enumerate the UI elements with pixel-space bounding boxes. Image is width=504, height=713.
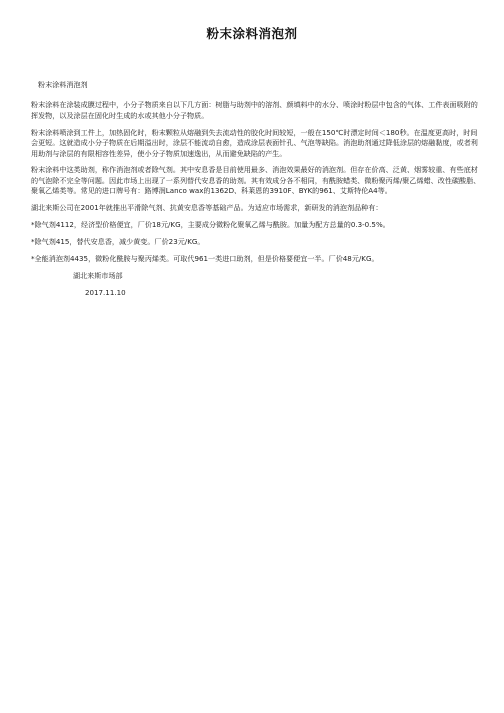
paragraph-intro: 粉末涂料在涂装成膜过程中，小分子物质来自以下几方面：树脂与助剂中的溶剂、颜填料中的水分、喷涂时粉层中包含的气体、工件表面吸附的挥发物，以及涂层在固化时生成的水或其他小分子物质。 — [31, 100, 478, 120]
paragraph-curing: 粉末涂料喷涂到工件上，加热固化时，粉末颗粒从熔融到失去流动性的胶化时间较短，一般在150℃时漂定时间＜180秒。在温度更高时，时间会更短。这就造成小分子物质在后期溢出时，涂层不能流动自愈，造成涂层表面针孔、气泡等缺陷。消泡助剂通过降低涂层的熔融黏度，或者利用助剂与涂层的有限相容性差异，使小分子物质加速逸出，从而避免缺陷的产生。 — [31, 127, 478, 158]
signature: 湖北来斯市场部 — [73, 270, 123, 280]
paragraph-company: 湖北来斯公司在2001年就推出平滑除气剂、抗黄安息香等基础产品。为适应市场需求，新研发的消泡剂品种有： — [31, 203, 383, 213]
product-item-4112: *除气剂4112，经济型价格便宜，厂价18元/KG，主要成分微粉化聚氧乙烯与酰胺。加量为配方总量的0.3-0.5%。 — [31, 220, 390, 230]
document-title: 粉末涂料消泡剂 — [206, 26, 298, 41]
product-item-4435: *全能消泡剂4435，微粉化酰胺与聚丙烯类。可取代961一类进口助剂，但是价格要便宜一半。厂价48元/KG。 — [31, 253, 379, 263]
paragraph-defoamer-types: 粉末涂料中这类助剂，称作消泡剂或者除气剂。其中安息香是目前使用最多、消泡效果最好的消泡剂。但存在价高、泛黄、烟雾较重、有些底材的气泡除不完全等问题。因此市场上出现了一系列替代安息香的助剂。其有效成分各不相同，有酰胺蜡类、微粉聚丙烯/聚乙烯蜡、改性碳酸脂、聚氧乙烯类等。常见的进口牌号有：路博润Lanco wax的1362D、科莱恩的3910F、BYK的961、艾斯特伦A4等。 — [31, 165, 481, 196]
product-item-415: *除气剂415，替代安息香，减少黄变。厂价23元/KG。 — [31, 236, 205, 246]
document-date: 2017.11.10 — [85, 287, 126, 297]
document-subtitle: 粉末涂料消泡剂 — [38, 80, 88, 89]
document-body — [31, 80, 481, 305]
